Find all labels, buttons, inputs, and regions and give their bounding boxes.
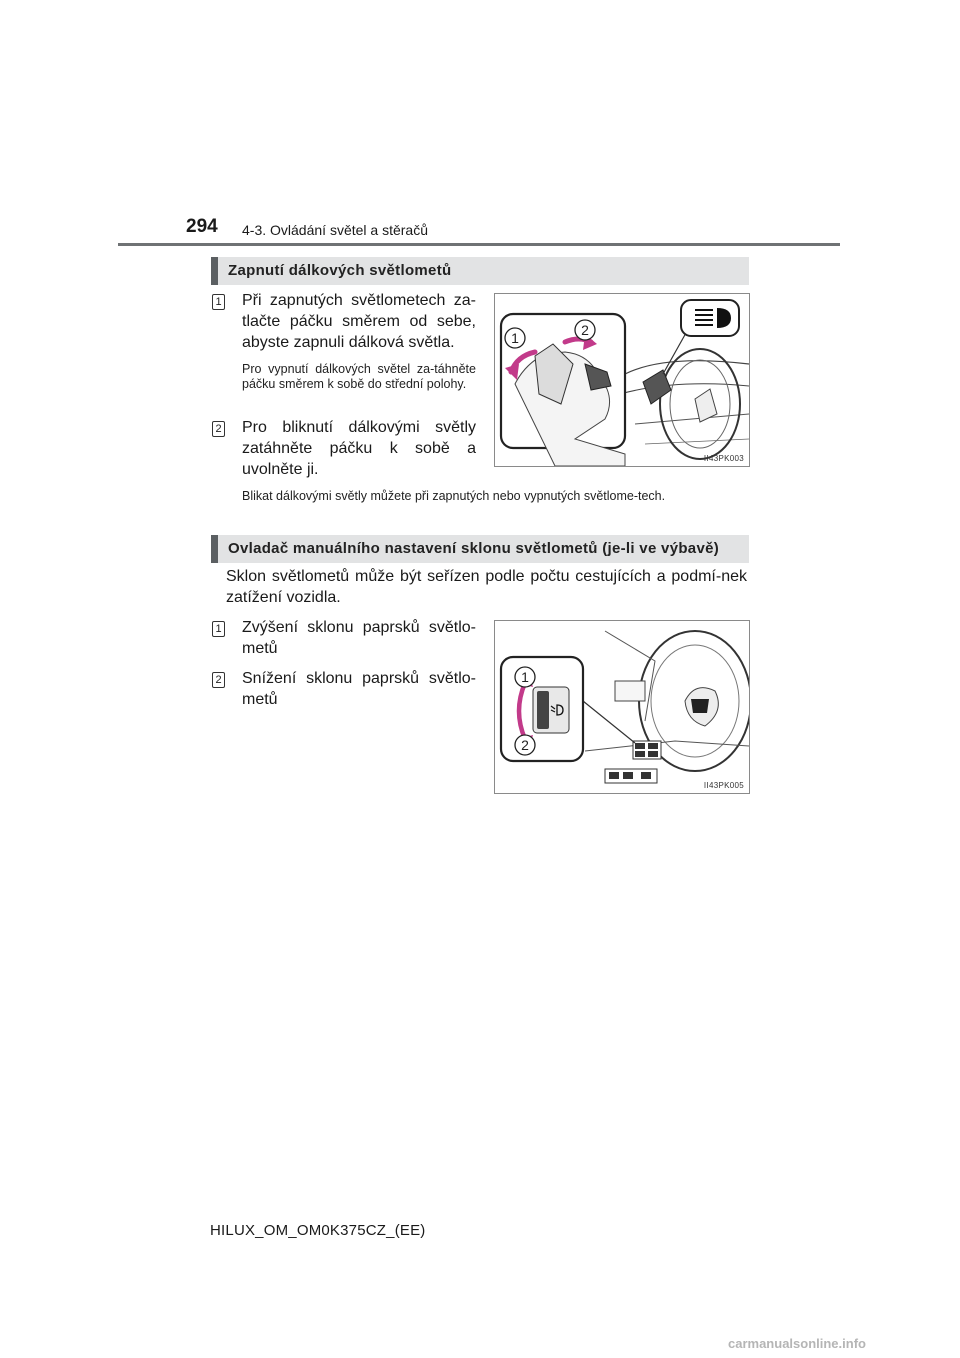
section-heading-headlight-leveling: Ovladač manuálního nastavení sklonu světlometů (je-li ve výbavě) (211, 535, 749, 563)
figure-label-1: 1 (521, 669, 529, 685)
item-number-badge: 1 (212, 621, 225, 637)
figure-label-2: 2 (521, 737, 529, 753)
item-text-high-beam-on: Při zapnutých světlometech za-tlačte páčku směrem od sebe, abyste zapnuli dálková světla. (242, 292, 476, 351)
intro-text-leveling: Sklon světlometů může být seřízen podle počtu cestujících a podmí-nek zatížení vozidla. (226, 568, 747, 606)
watermark: carmanualsonline.info (728, 1336, 866, 1351)
figure-label-1: 1 (511, 330, 519, 346)
dial-illustration (495, 621, 749, 793)
header-rule (118, 243, 840, 246)
figure-headlight-lever (494, 293, 750, 467)
note-high-beam-off: Pro vypnutí dálkových světel za-táhněte páčku směrem k sobě do střední polohy. (242, 362, 476, 391)
item-number-badge: 2 (212, 421, 225, 437)
figure-leveling-dial (494, 620, 750, 794)
item-text-lower-beam: Snížení sklonu paprsků světlo-metů (242, 670, 476, 708)
figure-code: II43PK003 (703, 454, 744, 463)
section-heading-high-beams: Zapnutí dálkových světlometů (211, 257, 749, 285)
item-number-badge: 2 (212, 672, 225, 688)
item-number-badge: 1 (212, 294, 225, 310)
figure-label-2: 2 (581, 322, 589, 338)
section-title: 4-3. Ovládání světel a stěračů (242, 222, 428, 238)
item-text-flash-high-beam: Pro bliknutí dálkovými světly zatáhněte páčku k sobě a uvolněte ji. (242, 419, 476, 478)
note-flash-high-beam: Blikat dálkovými světly můžete při zapnutých nebo vypnutých světlome-tech. (242, 489, 666, 503)
figure-code: II43PK005 (703, 781, 744, 790)
page-number: 294 (186, 216, 218, 237)
document-code: HILUX_OM_OM0K375CZ_(EE) (210, 1222, 426, 1239)
item-text-raise-beam: Zvýšení sklonu paprsků světlo-metů (242, 619, 476, 657)
lever-illustration (495, 294, 749, 466)
